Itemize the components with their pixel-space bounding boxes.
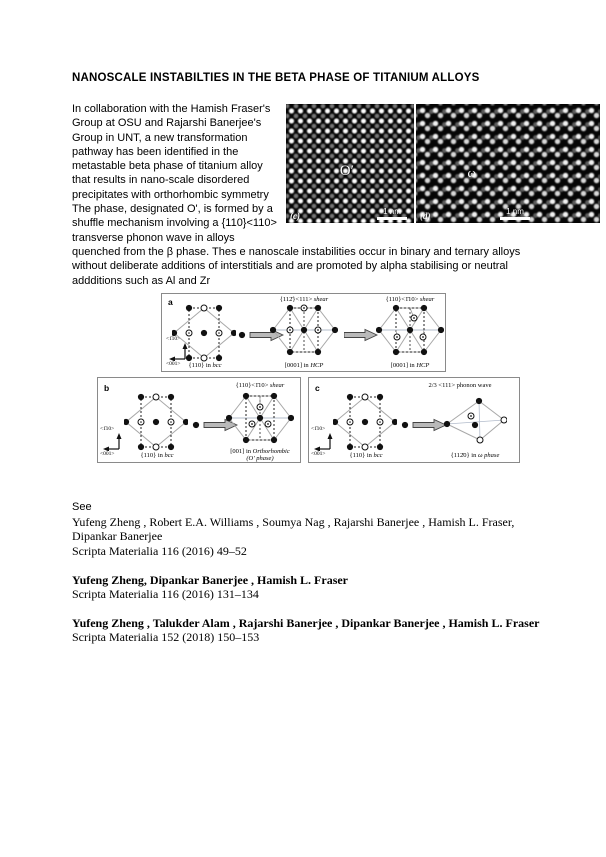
stem-image-omega <box>416 104 600 223</box>
caption-hcp-right: [0001] in HCP <box>390 361 430 369</box>
reference-authors: Yufeng Zheng , Talukder Alam , Rajarshi Banerjee , Dipankar Banerjee , Hamish L. Fraser <box>72 615 540 630</box>
reference-authors: Yufeng Zheng , Robert E.A. Williams , Soumya Nag , Rajarshi Banerjee , Hamish L. Fraser, Dipankar Banerjee <box>72 514 515 544</box>
see-label: See <box>72 500 92 513</box>
scale-bar-line-d <box>500 217 530 220</box>
omega-lattice-diagram <box>443 396 507 446</box>
panel-tag-d: (d) <box>420 211 431 221</box>
intro-section <box>72 102 546 288</box>
reference-item <box>72 515 552 559</box>
caption-bcc: {110} in bcc <box>140 451 174 459</box>
hcp-lattice-diagram <box>270 303 338 357</box>
diagram-panel-b <box>97 377 301 463</box>
page-title: NANOSCALE INSTABILTIES IN THE BETA PHASE OF TITANIUM ALLOYS <box>72 72 480 84</box>
axis-vertical-label: <1̄10> <box>100 425 115 432</box>
bcc-lattice-diagram <box>172 302 236 364</box>
panel-letter-c: c <box>315 382 320 393</box>
reference-item <box>72 616 552 645</box>
hcp-sheared-lattice-diagram <box>376 303 444 357</box>
orthorhombic-lattice-diagram <box>226 391 294 445</box>
shear-title-mid: {112̄}<111> shear <box>279 295 329 303</box>
diagram-panel-a <box>161 293 446 372</box>
diagram-panel-c <box>308 377 520 463</box>
caption-omega: {112̄0} in ω phase <box>450 451 500 459</box>
reference-authors: Yufeng Zheng, Dipankar Banerjee , Hamish L. Fraser <box>72 572 349 587</box>
phonon-wave-title: 2/3 <111> phonon wave <box>428 381 492 389</box>
reference-journal: Scripta Materialia 116 (2016) 49–52 <box>72 544 247 559</box>
crystallography-figure <box>72 293 592 467</box>
axes-arrows-icon <box>314 433 334 451</box>
caption-bcc: {110} in bcc <box>349 451 383 459</box>
axes-arrows-icon <box>103 433 123 451</box>
intro-paragraph: In collaboration with the Hamish Fraser's Group at OSU and Rajarshi Banerjee's Group in UNT, a new transformation pathway has been identified in the metastable beta phase of titanium alloy that results in nano-scale disordered precipitates with orthorhombic symmetry The phase, designated O', is formed by a shuffle mechanism involving a {110}<110> transverse phonon wave in alloys quenched from the β phase. Thes e nanoscale instabilities occur in binary and ternary alloys without deliberate additions of interstitials and are promoted by alpha stabilising or neutral addditions such as Al and Zr <box>72 103 521 287</box>
bcc-lattice-diagram <box>124 391 188 453</box>
axis-vertical-label: <1̄10> <box>166 335 181 342</box>
scale-bar-d <box>500 207 530 220</box>
caption-bcc: {110} in bcc <box>188 361 222 369</box>
scale-label-c: 1 nm <box>383 207 401 216</box>
axis-horizontal-label: <001> <box>166 360 181 367</box>
axis-horizontal-label: <001> <box>100 450 115 457</box>
panel-letter-b: b <box>104 382 110 393</box>
scale-label-d: 1 nm <box>506 207 524 216</box>
reference-item <box>72 573 552 602</box>
transition-arrow-icon <box>401 418 447 432</box>
axis-vertical-label: <1̄10> <box>311 425 326 432</box>
phase-label-omega: ω <box>467 164 477 180</box>
references-section <box>72 500 552 645</box>
caption-orthorhombic: [001] in Orthorhombic (O′ phase) <box>230 447 290 462</box>
scale-bar-line-c <box>377 217 407 220</box>
shear-title: {110}<1̄10> shear <box>235 381 285 389</box>
shear-title-right: {110}<1̄10> shear <box>385 295 435 303</box>
scale-bar-c <box>377 207 407 220</box>
bcc-lattice-diagram <box>333 391 397 453</box>
transition-arrow-icon <box>344 328 378 342</box>
panel-tag-c: (c) <box>290 211 300 221</box>
stem-micrograph-figure <box>286 104 600 223</box>
caption-hcp-mid: [0001] in HCP <box>284 361 324 369</box>
reference-journal: Scripta Materialia 152 (2018) 150–153 <box>72 630 260 645</box>
axis-horizontal-label: <001> <box>311 450 326 457</box>
stem-image-o-prime <box>286 104 414 223</box>
lattice-pattern-zigzag <box>416 104 600 223</box>
reference-journal: Scripta Materialia 116 (2016) 131–134 <box>72 587 259 602</box>
phase-label-o-prime: O′ <box>339 162 354 179</box>
panel-letter-a: a <box>168 296 173 307</box>
